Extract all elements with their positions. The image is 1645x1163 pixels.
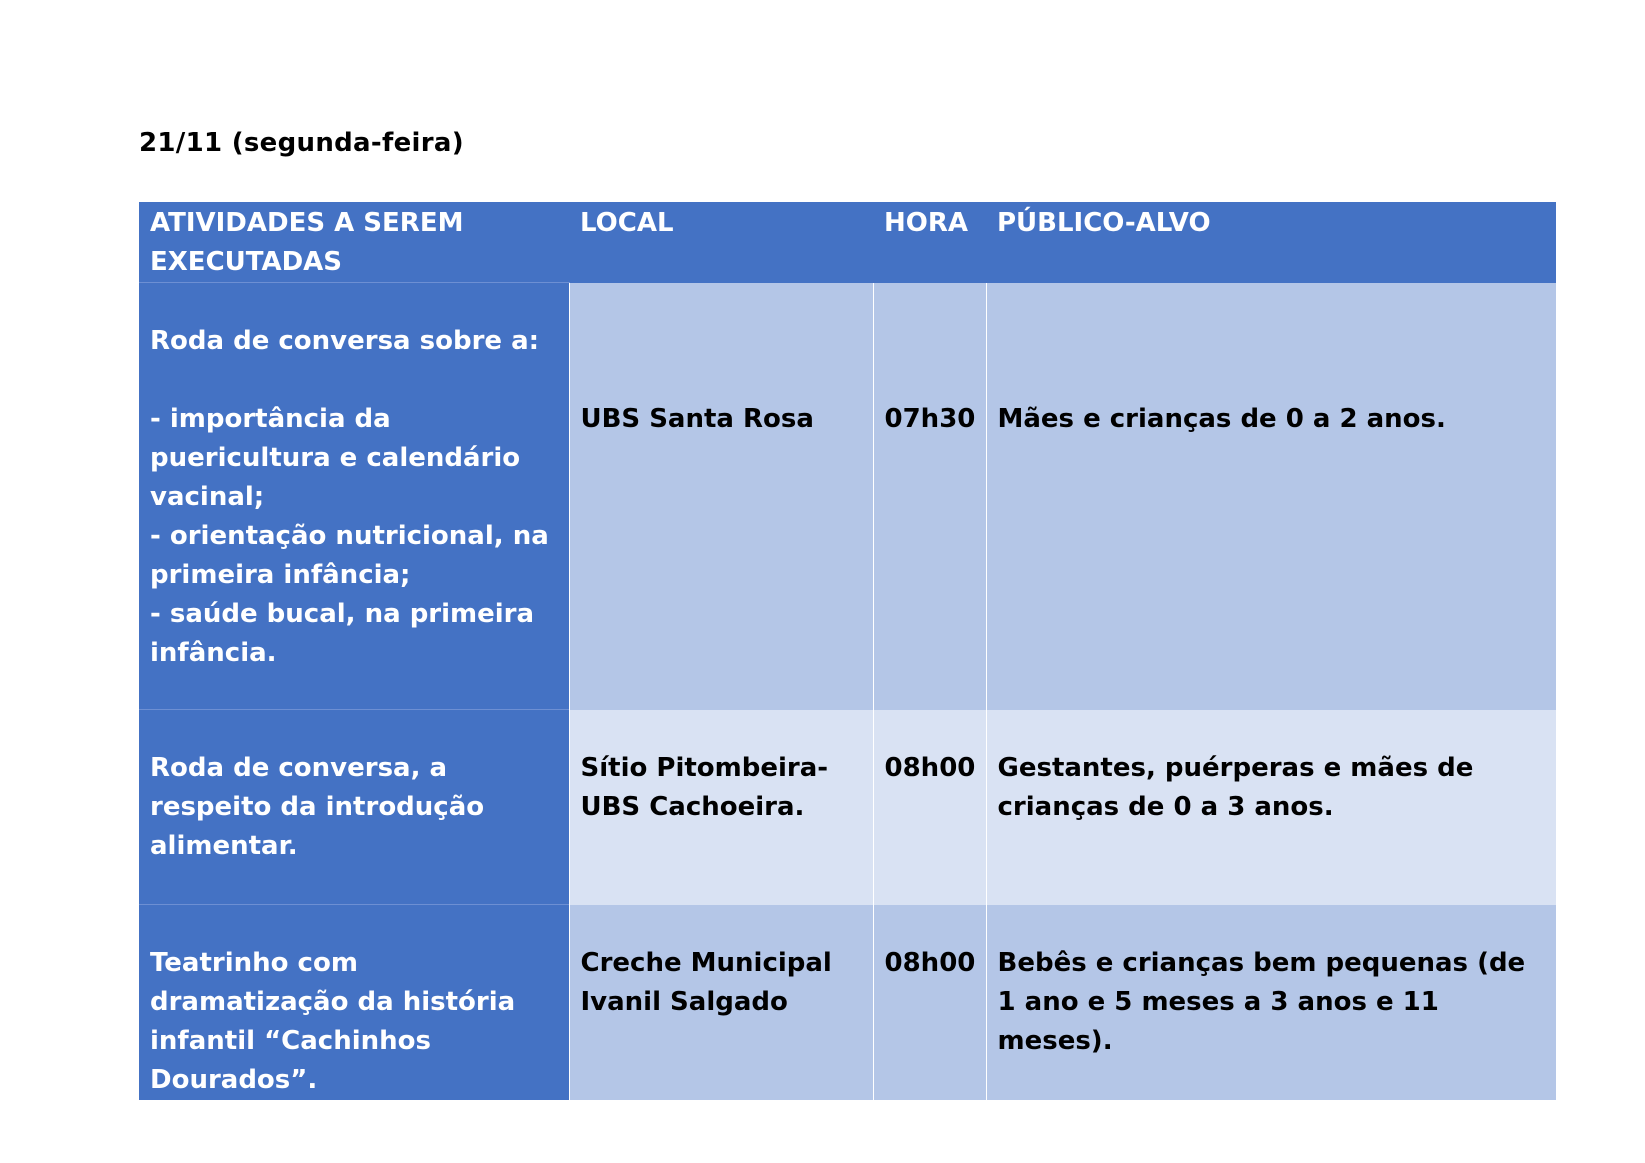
hora-cell: 08h00 (873, 710, 986, 905)
publico-cell: Bebês e crianças bem pequenas (de 1 ano e 5 meses a 3 anos e 11 meses). (986, 905, 1556, 1101)
publico-cell: Gestantes, puérperas e mães de crianças de 0 a 3 anos. (986, 710, 1556, 905)
activity-item: - orientação nutricional, na primeira infância; (150, 521, 549, 590)
hora-cell: 08h00 (873, 905, 986, 1101)
table-row (139, 905, 1556, 1101)
date-heading: 21/11 (segunda-feira) (139, 128, 464, 158)
activity-item: - importância da puericultura e calendário vacinal; (150, 404, 521, 512)
table-row (139, 283, 1556, 710)
table-header-row (139, 202, 1556, 283)
local-cell: UBS Santa Rosa (569, 283, 873, 710)
activity-item: - saúde bucal, na primeira infância. (150, 599, 535, 668)
local-cell: Sítio Pitombeira- UBS Cachoeira. (569, 710, 873, 905)
local-cell: Creche Municipal Ivanil Salgado (569, 905, 873, 1101)
publico-cell: Mães e crianças de 0 a 2 anos. (986, 283, 1556, 710)
activity-cell: Roda de conversa, a respeito da introdução alimentar. (139, 710, 569, 905)
activity-title: Roda de conversa sobre a: (150, 326, 540, 356)
header-local: LOCAL (569, 202, 873, 283)
table-row (139, 710, 1556, 905)
activity-cell: Teatrinho com dramatização da história infantil “Cachinhos Dourados”. (139, 905, 569, 1101)
activity-cell (139, 283, 569, 710)
hora-cell: 07h30 (873, 283, 986, 710)
header-activities: ATIVIDADES A SEREM EXECUTADAS (139, 202, 569, 283)
header-publico-alvo: PÚBLICO-ALVO (986, 202, 1556, 283)
schedule-table (139, 202, 1556, 1100)
header-hora: HORA (873, 202, 986, 283)
